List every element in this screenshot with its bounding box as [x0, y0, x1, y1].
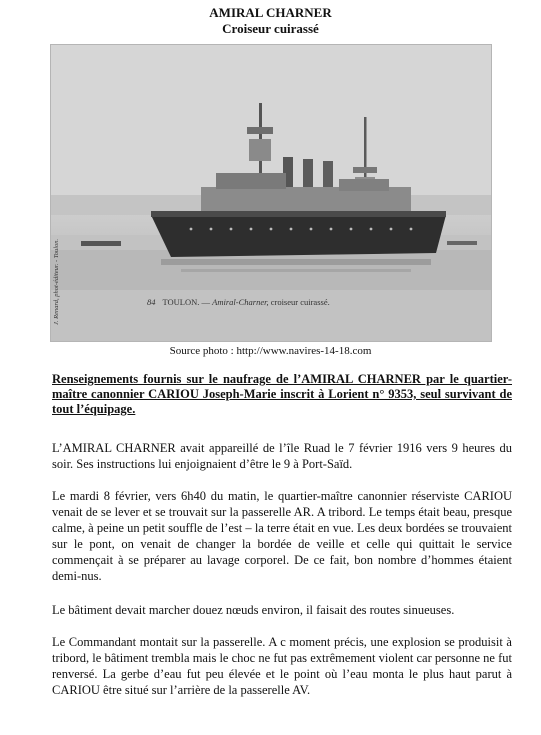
- photo-caption: [147, 297, 477, 307]
- photo-source: Source photo : http://www.navires-14-18.com: [169, 345, 372, 357]
- paragraph: Le Commandant montait sur la passerelle. A c moment précis, une explosion se produisit à tribord, le bâtiment trembla mais le choc ne fut pas extrêmement violent car personne ne fut renversé. La gerbe d’eau fut peu élevée et le point où l’eau monta le plus haut parut à CARIOU être situé sur l’arrière de la passerelle AV.: [52, 635, 512, 697]
- paragraph: L’AMIRAL CHARNER avait appareillé de l’île Ruad le 7 février 1916 vers 9 heures du soir. Ses instructions lui enjoignaient d’être le 9 à Port-Saïd.: [52, 441, 512, 471]
- photographer-credit: J. Renard, phot-éditeur. - Toulon.: [53, 238, 60, 325]
- ship-photo: [50, 44, 492, 342]
- paragraph: Le mardi 8 février, vers 6h40 du matin, le quartier-maître canonnier réserviste CARIOU venait de se lever et se trouvait sur la passerelle AR. A tribord. Le temps était beau, presque calme, à peine un petit souffle de l’est – la terre était en vue. Les deux bordées se trouvaient sur le pont, on venait de changer la bordée de veille et celle qui quittait le service commençait à se préparer au lavage corporel. De ce fait, bon nombre d’hommes étaient demi-nus.: [52, 489, 512, 583]
- photo-caption-title: Amiral-Charner,: [212, 297, 269, 307]
- page-title: AMIRAL CHARNER: [209, 5, 332, 20]
- photo-caption-number: 84: [147, 297, 156, 307]
- paragraph: Le bâtiment devait marcher douez nœuds environ, il faisait des routes sinueuses.: [52, 603, 455, 617]
- photo-caption-place: TOULON. —: [162, 297, 211, 307]
- photo-caption-type: croiseur cuirassé.: [270, 297, 330, 307]
- section-heading: Renseignements fournis sur le naufrage de l’AMIRAL CHARNER par le quartier-maître canonnier CARIOU Joseph-Marie inscrit à Lorient n° 9353, seul survivant de tout l’équipage.: [52, 372, 512, 416]
- page-subtitle: Croiseur cuirassé: [222, 21, 319, 36]
